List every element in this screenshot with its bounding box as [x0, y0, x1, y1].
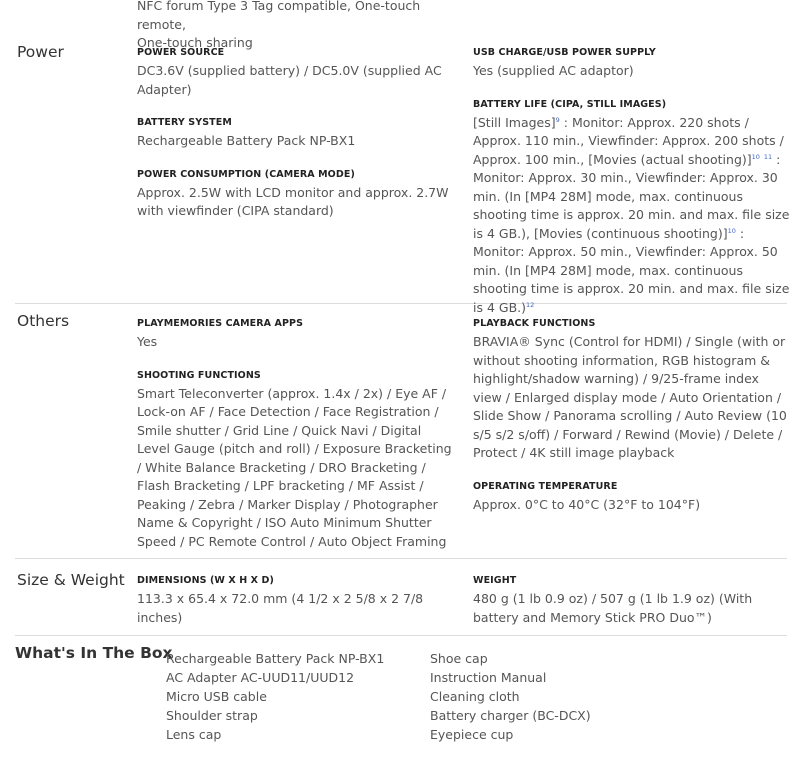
footnote-link[interactable]: 9 [555, 115, 560, 124]
in-the-box-list-left [166, 649, 384, 744]
power-source-value: DC3.6V (supplied battery) / DC5.0V (supplied AC Adapter) [137, 63, 442, 97]
playmemories-spec [137, 318, 455, 352]
power-consumption-spec [137, 169, 455, 221]
list-item: Shoulder strap [166, 708, 258, 723]
others-section [15, 312, 787, 559]
footnote-link[interactable]: 12 [526, 300, 535, 309]
dimensions-value: 113.3 x 65.4 x 72.0 mm (4 1/2 x 2 5/8 x 2 7/8 inches) [137, 591, 424, 625]
playmemories-label: PLAYMEMORIES CAMERA APPS [137, 318, 304, 329]
battery-system-label: BATTERY SYSTEM [137, 117, 232, 128]
battery-life-text: [Still Images] [473, 114, 556, 130]
power-left-column [137, 47, 455, 239]
list-item: Instruction Manual [430, 670, 547, 685]
battery-system-spec [137, 117, 455, 151]
weight-value: 480 g (1 lb 0.9 oz) / 507 g (1 lb 1.9 oz) (With battery and Memory Stick PRO Duo™) [473, 591, 753, 625]
battery-life-text: : Monitor: Approx. 50 min., Viewfinder: Approx. 50 min. (In [MP4 28M] mode, max. continuous shooting time is approx. 20 min. and max. file size is 4 GB.) [473, 225, 790, 315]
operating-temperature-value: Approx. 0°C to 40°C (32°F to 104°F) [473, 496, 701, 512]
usb-charge-label: USB CHARGE/USB POWER SUPPLY [473, 47, 656, 58]
battery-life-text: : Monitor: Approx. 220 shots / Approx. 110 min., Viewfinder: Approx. 200 shots / Approx. 100 min., [Movies (actual shooting)] [473, 114, 784, 167]
list-item: Lens cap [166, 727, 222, 742]
battery-life-spec [473, 99, 791, 318]
playback-functions-value: BRAVIA® Sync (Control for HDMI) / Single (with or without shooting information, RGB histogram & highlight/shadow warning) / 9/25-frame index view / Enlarged display mode / Auto Orientation / Slide Show / Panorama scrolling / Auto Review (10 s/5 s/2 s/off) / Forward / Rewind (Movie) / Delete / Protect / 4K still image playback [473, 334, 787, 460]
playback-functions-label: PLAYBACK FUNCTIONS [473, 318, 596, 329]
size-weight-right-column [473, 575, 791, 645]
list-item: Micro USB cable [166, 689, 267, 704]
power-right-column [473, 47, 791, 335]
power-source-spec [137, 47, 455, 99]
usb-charge-value: Yes (supplied AC adaptor) [473, 63, 634, 78]
list-item: Cleaning cloth [430, 689, 520, 704]
dimensions-spec [137, 575, 455, 627]
operating-temperature-label: OPERATING TEMPERATURE [473, 480, 618, 492]
footnote-link[interactable]: 11 [763, 152, 773, 161]
intro-line: One-touch sharing [137, 35, 253, 50]
list-item: Shoe cap [430, 651, 488, 666]
footnote-link[interactable]: 10 [727, 226, 736, 235]
list-item: Eyepiece cup [430, 727, 514, 742]
usb-charge-spec [473, 47, 791, 81]
power-consumption-label: POWER CONSUMPTION (CAMERA MODE) [137, 168, 355, 180]
others-right-column [473, 318, 791, 532]
battery-life-label: BATTERY LIFE (CIPA, STILL IMAGES) [473, 98, 667, 110]
operating-temperature-spec [473, 481, 791, 515]
power-source-label: POWER SOURCE [137, 47, 225, 58]
power-consumption-value: Approx. 2.5W with LCD monitor and approx. 2.7W with viewfinder (CIPA standard) [137, 184, 449, 218]
others-left-column [137, 318, 455, 569]
shooting-functions-label: SHOOTING FUNCTIONS [137, 369, 261, 381]
playmemories-value: Yes [137, 334, 158, 349]
dimensions-label: DIMENSIONS (W X H X D) [137, 575, 274, 586]
power-title: Power [17, 43, 64, 61]
size-weight-left-column [137, 575, 455, 645]
weight-label: WEIGHT [473, 575, 517, 586]
list-item: Battery charger (BC-DCX) [430, 708, 591, 723]
in-the-box-list-right [430, 649, 591, 744]
power-section [15, 43, 790, 315]
battery-life-text: : Monitor: Approx. 30 min., Viewfinder: Approx. 30 min. (In [MP4 28M] mode, max. continuous shooting time is approx. 20 min. and max. file size is 4 GB.), [Movies (continuous shooting)] [473, 151, 790, 241]
footnote-link[interactable]: 10 [751, 152, 760, 161]
others-title: Others [17, 312, 70, 330]
intro-line: NFC forum Type 3 Tag compatible, One-touch remote, [137, 0, 421, 32]
weight-spec [473, 575, 791, 627]
in-the-box-title: What's In The Box [15, 644, 173, 662]
playback-functions-spec [473, 318, 791, 463]
battery-life-value [473, 114, 791, 318]
size-weight-title: Size & Weight [17, 571, 125, 589]
list-item: Rechargeable Battery Pack NP-BX1 [166, 651, 385, 666]
size-weight-section [15, 571, 787, 636]
list-item: AC Adapter AC-UUD11/UUD12 [166, 670, 355, 685]
battery-system-value: Rechargeable Battery Pack NP-BX1 [137, 133, 356, 148]
shooting-functions-value: Smart Teleconverter (approx. 1.4x / 2x) / Eye AF / Lock-on AF / Face Detection / Face Registration / Smile shutter / Grid Line / Quick Navi / Digital Level Gauge (pitch and roll) / Exposure Bracketing / White Balance Bracketing / DRO Bracketing / Flash Bracketing / LPF bracketing / MF Assist / Peaking / Zebra / Marker Display / Photographer Name & Copyright / ISO Auto Minimum Shutter Speed / PC Remote Control / Auto Object Framing [137, 385, 452, 549]
shooting-functions-spec [137, 370, 455, 552]
